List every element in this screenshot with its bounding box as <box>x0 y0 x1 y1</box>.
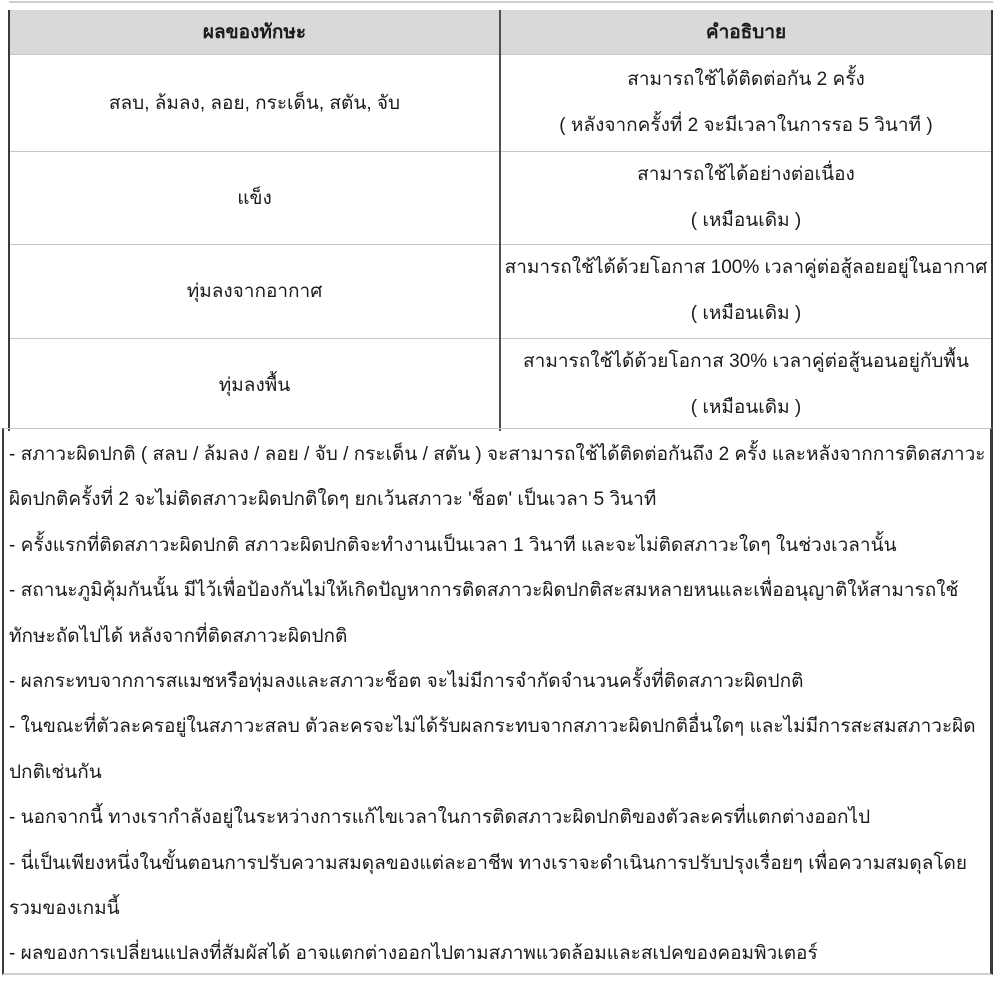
description-line-1: สามารถใช้ได้อย่างต่อเนื่อง <box>637 163 855 185</box>
table-row <box>9 54 992 151</box>
skill-effects-table <box>8 10 993 431</box>
description-line-1: สามารถใช้ได้ด้วยโอกาส 30% เวลาคู่ต่อสู้นอนอยู่กับพื้น <box>523 350 969 372</box>
effect-cell: ทุ่มลงจากอากาศ <box>9 244 500 338</box>
description-line-2: ( หลังจากครั้งที่ 2 จะมีเวลาในการรอ 5 วินาที ) <box>559 114 933 136</box>
description-line-1: สามารถใช้ได้ติดต่อกัน 2 ครั้ง <box>627 68 865 90</box>
top-divider <box>9 1 993 3</box>
table-header-row <box>9 10 992 54</box>
description-cell <box>500 151 992 244</box>
description-line-2: ( เหมือนเดิม ) <box>690 303 802 324</box>
note-item: - ผลกระทบจากการสแมชหรือทุ่มลงและสภาวะช็อต จะไม่มีการจำกัดจำนวนครั้งที่ติดสภาวะผิดปกติ <box>9 671 804 693</box>
effect-cell: สลบ, ล้มลง, ลอย, กระเด็น, สตัน, จับ <box>9 54 500 151</box>
effect-cell: ทุ่มลงพื้น <box>9 338 500 431</box>
note-item: - ผลของการเปลี่ยนแปลงที่สัมผัสได้ อาจแตกต่างออกไปตามสภาพแวดล้อมและสเปคของคอมพิวเตอร์ <box>9 943 818 965</box>
table-row <box>9 151 992 244</box>
description-line-1: สามารถใช้ได้ด้วยโอกาส 100% เวลาคู่ต่อสู้ลอยอยู่ในอากาศ <box>504 257 988 278</box>
effect-cell: แข็ง <box>9 151 500 244</box>
description-cell <box>500 244 992 338</box>
note-item: - สถานะภูมิคุ้มกันนั้น มีไว้เพื่อป้องกันไม่ให้เกิดปัญหาการติดสภาวะผิดปกติสะสมหลายหนและเพื่ออนุญาติให้สามารถใช้ทักษะถัดไปได้ หลังจากที่ติดสภาวะผิดปกติ <box>9 580 959 647</box>
description-line-2: ( เหมือนเดิม ) <box>690 396 802 418</box>
note-item: - นี่เป็นเพียงหนึ่งในขั้นตอนการปรับความสมดุลของแต่ละอาชีพ ทางเราจะดำเนินการปรับปรุงเรื่อยๆ เพื่อความสมดุลโดยรวมของเกมนี้ <box>9 852 968 920</box>
column-header-skill-effect: ผลของทักษะ <box>9 10 500 54</box>
column-header-description: คำอธิบาย <box>500 10 992 54</box>
table-row <box>9 244 992 338</box>
note-item: - ในขณะที่ตัวละครอยู่ในสภาวะสลบ ตัวละครจะไม่ได้รับผลกระทบจากสภาวะผิดปกติอื่นใดๆ และไม่มีการสะสมสภาวะผิดปกติเช่นกัน <box>9 716 976 783</box>
notes-section <box>2 428 993 975</box>
table-row <box>9 338 992 431</box>
description-line-2: ( เหมือนเดิม ) <box>690 209 802 231</box>
description-cell <box>500 54 992 151</box>
note-item: - ครั้งแรกที่ติดสภาวะผิดปกติ สภาวะผิดปกติจะทำงานเป็นเวลา 1 วินาที และจะไม่ติดสภาวะใดๆ ในช่วงเวลานั้น <box>9 534 897 556</box>
note-item: - สภาวะผิดปกติ ( สลบ / ล้มลง / ลอย / จับ / กระเด็น / สตัน ) จะสามารถใช้ได้ติดต่อกันถึง 2 ครั้ง และหลังจากการติดสภาวะผิดปกติครั้งที่ 2 จะไม่ติดสภาวะผิดปกติใดๆ ยกเว้นสภาวะ 'ช็อต' เป็นเวลา 5 วินาที <box>9 444 986 511</box>
description-cell <box>500 338 992 431</box>
note-item: - นอกจากนี้ ทางเรากำลังอยู่ในระหว่างการแก้ไขเวลาในการติดสภาวะผิดปกติของตัวละครที่แตกต่างออกไป <box>9 807 871 829</box>
